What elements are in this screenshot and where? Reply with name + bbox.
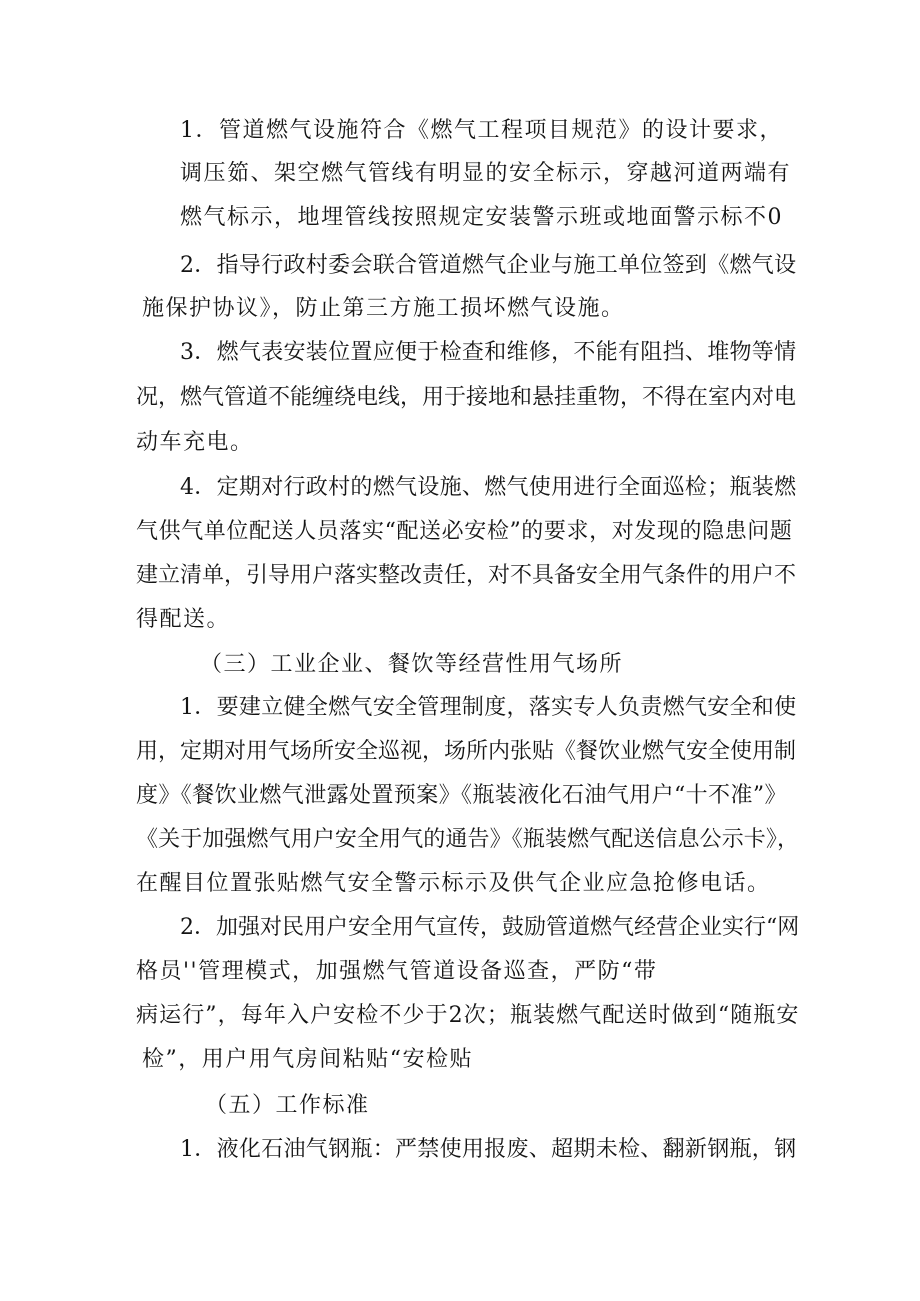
text-line: 建立清单，引导用户落实整改责任，对不具备安全用气条件的用户不 bbox=[136, 563, 797, 588]
text-line: 在醒目位置张贴燃气安全警示标示及供气企业应急抢修电话。 bbox=[136, 871, 771, 896]
text-line: 病运行”，每年入户安检不少于2次；瓶装燃气配送时做到“随瓶安 bbox=[136, 1003, 800, 1028]
text-line: 调压筎、架空燃气管线有明显的安全标示，穿越河道两端有 bbox=[180, 161, 792, 186]
text-line: 度》《餐饮业燃气泄露处置预案》《瓶装液化石油气用户“十不准”》 bbox=[136, 783, 787, 808]
text-line: 格员''管理模式，加强燃气管道设备巡查，严防“带 bbox=[136, 959, 658, 984]
text-line: 燃气标示，地埋管线按照规定安装警示班或地面警示标不0 bbox=[180, 205, 783, 230]
text-line: 4．定期对行政村的燃气设施、燃气使用进行全面巡检；瓶装燃 bbox=[180, 475, 797, 500]
text-line: 3．燃气表安装位置应便于检查和维修，不能有阻挡、堆物等情 bbox=[180, 340, 797, 365]
text-line: 2．加强对民用户安全用气宣传，鼓励管道燃气经营企业实行“网 bbox=[180, 915, 800, 940]
text-line: 2．指导行政村委会联合管道燃气企业与施工单位签到《燃气设 bbox=[180, 253, 797, 278]
text-line: 1．要建立健全燃气安全管理制度，落实专人负责燃气安全和使 bbox=[180, 695, 797, 720]
text-line: 用，定期对用气场所安全巡视，场所内张贴《餐饮业燃气安全使用制 bbox=[136, 739, 797, 764]
text-line: 检”，用户用气房间粘贴“安检贴 bbox=[142, 1047, 473, 1072]
text-line: 施保护协议》，防止第三方施工损坏燃气设施。 bbox=[142, 296, 625, 321]
section-heading: （三）工业企业、餐饮等经营性用气场所 bbox=[200, 652, 624, 677]
text-line: 气供气单位配送人员落实“配送必安检”的要求，对发现的隐患问题 bbox=[136, 519, 793, 544]
text-line: 况，燃气管道不能缠绕电线，用于接地和悬挂重物，不得在室内对电 bbox=[136, 385, 797, 410]
text-line: 动车充电。 bbox=[136, 430, 254, 455]
section-heading: （五）工作标准 bbox=[205, 1093, 370, 1118]
text-line: 《关于加强燃气用户安全用气的通告》《瓶装燃气配送信息公示卡》， bbox=[136, 827, 800, 852]
text-line: 1．管道燃气设施符合《燃气工程项目规范》的设计要求， bbox=[180, 118, 783, 143]
text-line: 得配送。 bbox=[136, 607, 231, 632]
text-line: 1．液化石油气钢瓶：严禁使用报废、超期未检、翻新钢瓶，钢 bbox=[180, 1137, 797, 1162]
